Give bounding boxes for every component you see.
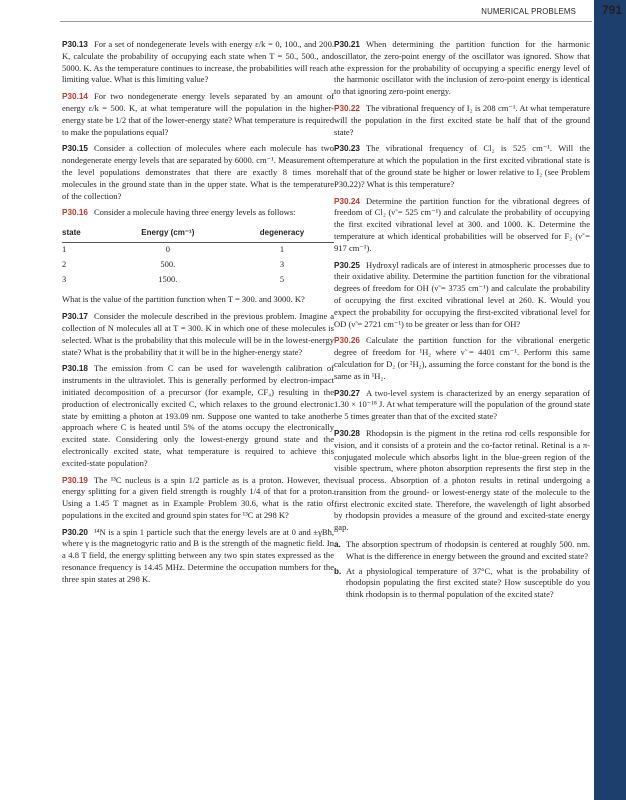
problem-number: P30.20 [62,527,88,537]
problem-text: The emission from C can be used for wavelength calibration of instruments in the ultraviolet. This is generally performed by electron-impact initiated decomposition of a precursor (for example, CF₄) resulting in the production of electronically excited C, which relaxes to the ground electronic state by emitting a photon at 193.09 nm. Suppose one wanted to take another approach where C is heated until 5% of the atoms occupy the electronically excited state. Considering only the lowest-energy ground state and the electronically excited state, what temperature is required to achieve this excited-state population? [62,363,334,468]
problem-p30-19 [62,475,334,522]
problem-text: Consider a molecule having three energy levels as follows: [93,207,296,218]
header-divider [60,21,592,22]
problem-number: P30.26 [334,336,360,346]
column-header-energy: Energy (cm⁻¹) [106,225,230,242]
problem-number: P30.24 [334,196,360,206]
table-cell: 1500. [158,274,178,285]
problem-number: P30.13 [62,40,88,49]
column-header-degeneracy: degeneracy [230,225,334,242]
problem-p30-28-part-b [334,566,590,601]
problem-p30-16-question: What is the value of the partition function when T = 300. and 3000. K? [62,294,305,305]
table-row [62,242,334,257]
table-row [62,258,334,273]
problem-p30-27 [334,388,590,423]
problem-p30-21 [334,39,590,98]
table-cell: 1 [62,244,67,255]
problem-p30-14 [62,91,334,138]
chapter-color-tab [594,0,626,800]
page-number: 791 [601,3,622,17]
problem-text: Consider the molecule described in the previous problem. Imagine a collection of N molecules all at T = 300. K in which one of these molecules is selected. What is the probability that this molecule will be in the lowest-energy state? What is the probability that it will be in the higher-energy state? [62,311,334,357]
problem-text: For a set of nondegenerate levels with energy ε/k = 0, 100., and 200. K, calculate the probability of occupying each state when T = 50., 500., and 5000. K. As the temperature continues to increase, the probabilities will reach a limiting value. What is this limiting value? [62,39,334,85]
problem-p30-23 [334,143,590,190]
problem-text: Hydroxyl radicals are of interest in atmospheric processes due to their oxidative ability. Determine the partition function for the vibrational degrees of freedom for OH (ν̃ = 3735 cm⁻¹) and calculate the probability of occupying the first excited vibrational level at 260. K. Would you expect the probability for occupying the first-excited vibrational level for OD (ν̃ = 2721 cm⁻¹) to be greater or less than for OH? [334,259,590,329]
table-cell: 500. [160,259,176,270]
problem-number: P30.14 [62,92,88,102]
problem-text: ¹⁴N is a spin 1 particle such that the energy levels are at 0 and ±γBħ, where γ is the magnetogyric ratio and B is the strength of the magnetic field. In a 4.8 T field, the energy splitting between any two spin states expressed as the resonance frequency is 14.45 MHz. Determine the occupation numbers for the three spin states at 298 K. [62,526,334,584]
problem-number: P30.28 [334,428,360,438]
table-header-row [62,225,334,242]
problem-p30-16 [62,207,334,219]
problem-text: A two-level system is characterized by an energy separation of 1.30 × 10⁻¹⁸ J. At what temperature will the population of the ground state be 5 times greater than that of the excited state? [334,387,590,422]
problem-p30-13 [62,39,334,86]
problem-number: P30.18 [62,364,88,374]
problem-text: For two nondegenerate energy levels separated by an amount of energy ε/k = 500. K, at what temperature will the population in the higher-energy state be 1/2 that of the lower-energy state? What temperature is required to make the populations equal? [62,91,334,137]
table-cell: 1 [279,244,285,255]
problem-text: Rhodopsin is the pigment in the retina rod cells responsible for vision, and it consists of a protein and the co-factor retinal. Retinal is a π-conjugated molecule which absorbs light in the blue-green region of the visible spectrum, where photon absorption represents the first step in the visual process. Absorption of a photon results in retinal undergoing a transition from the ground- or lowest-energy state of the molecule to the first electronic excited state. Therefore, the wavelength of light absorbed by rhodopsin provides a measure of the ground and excited-state energy gap. [334,427,590,533]
problem-number: P30.22 [334,103,360,113]
problem-number: P30.27 [334,388,360,398]
problem-number: P30.23 [334,144,360,154]
problem-number: P30.21 [334,40,360,49]
problem-number: P30.19 [62,475,88,485]
table-cell: 0 [165,244,170,255]
energy-levels-table [62,225,334,287]
part-text: At a physiological temperature of 37°C, what is the probability of rhodopsin populating the first excited state? How susceptible do you think rhodopsin is to thermal population of the excited state? [346,565,590,600]
table-cell: 3 [279,259,285,270]
part-label: a. [334,540,341,550]
table-cell: 3 [62,274,67,285]
left-column [62,39,334,591]
problem-p30-17 [62,311,334,358]
problem-text: Determine the partition function for the vibrational degrees of freedom of Cl₂ (ν̃ = 525 cm⁻¹) and calculate the probability of occupying the first excited vibrational level at 300. and 1000. K. Determine the temperature at which identical probabilities will be observed for F₂ (ν̃ = 917 cm⁻¹). [334,195,590,253]
problem-p30-25 [334,260,590,331]
problem-p30-28 [334,428,590,534]
problem-number: P30.25 [334,260,360,270]
problem-number: P30.17 [62,312,88,322]
problem-p30-22 [334,103,590,138]
problem-p30-28-part-a [334,539,590,563]
problem-p30-20 [62,527,334,586]
problem-text: Calculate the partition function for the vibrational energetic degree of freedom for ¹H₂ where ν̃ = 4401 cm⁻¹. Perform this same calculation for D₂ (or ²H₂), assuming the force constant for the bond is the same as in ¹H₂. [334,335,590,381]
problem-p30-15 [62,143,334,202]
running-head: NUMERICAL PROBLEMS [481,7,576,16]
problem-text: The ¹³C nucleus is a spin 1/2 particle as is a proton. However, the energy splitting for a given field strength is roughly 1/4 of that for a proton. Using a 1.45 T magnet as in Example Problem 30.6, what is the ratio of populations in the excited and ground spin states for ¹³C at 298 K? [62,474,334,520]
problem-p30-24 [334,196,590,255]
problem-number: P30.16 [62,208,88,218]
problem-p30-18 [62,363,334,469]
problem-text: The vibrational frequency of I₂ is 208 cm⁻¹. At what temperature will the population in the first excited state be half that of the ground state? [334,102,590,137]
right-column [334,39,590,604]
problem-number: P30.15 [62,144,88,154]
column-header-state: state [62,225,106,242]
problem-text: Consider a collection of molecules where each molecule has two nondegenerate energy levels that are separated by 6000. cm⁻¹. Measurement of the level populations demonstrates that there are exactly 8 times more molecules in the ground state than in the upper state. What is the temperature of the collection? [62,143,334,201]
table-cell: 2 [62,259,67,270]
problem-text: The vibrational frequency of Cl₂ is 525 cm⁻¹. Will the temperature at which the population in the first excited vibrational state is half that of the ground state be higher or lower relative to I₂ (see Problem P30.22)? What is this temperature? [334,143,590,189]
table-cell: 5 [279,274,285,285]
part-text: The absorption spectrum of rhodopsin is centered at roughly 500. nm. What is the difference in energy between the ground and excited state? [346,539,590,561]
part-label: b. [334,566,342,576]
problem-p30-26 [334,335,590,382]
table-row [62,273,334,288]
problem-text: When determining the partition function for the harmonic oscillator, the zero-point energy of the oscillator was ignored. Show that the expression for the probability of occupying a specific energy level of the harmonic oscillator with the inclusion of zero-point energy is identical to that ignoring zero-point energy. [334,39,590,97]
